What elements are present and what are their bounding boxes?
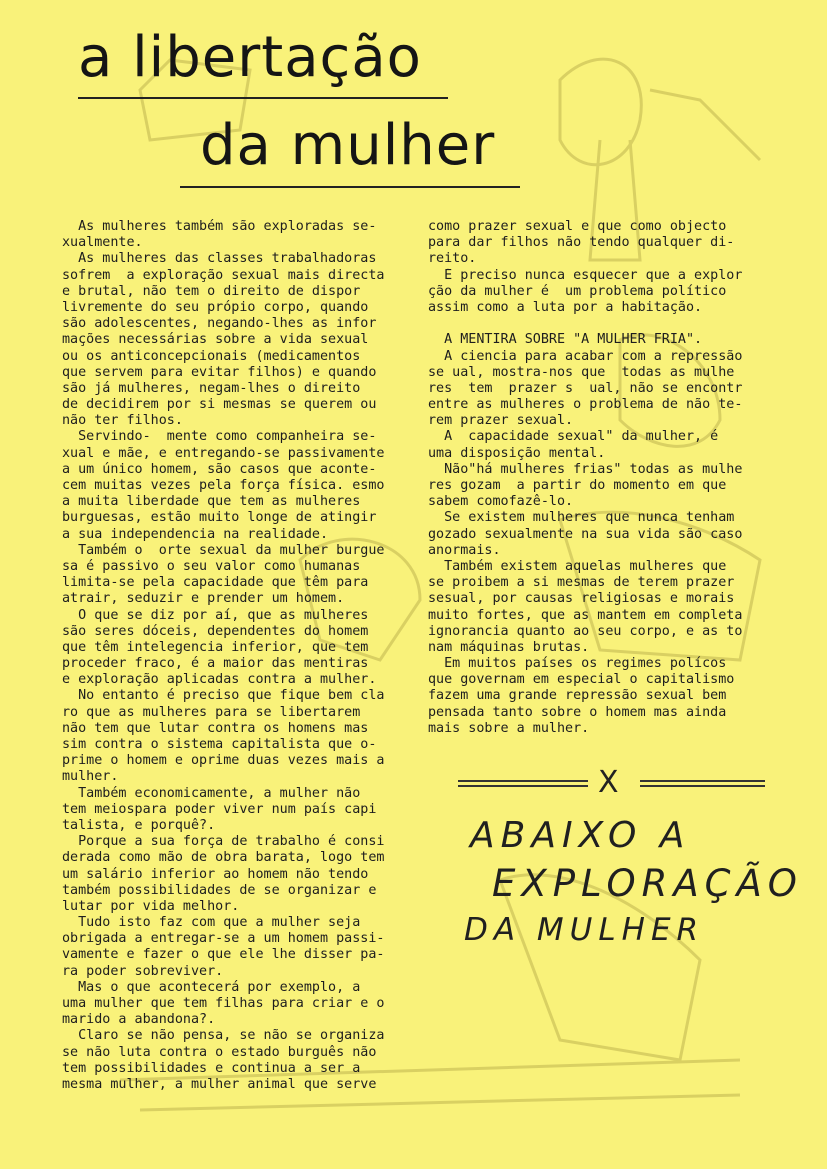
text-line: proceder fraco, é a maior das mentiras	[62, 656, 369, 672]
text-line: não ter filhos.	[62, 413, 183, 429]
text-line: são seres dóceis, dependentes do homem	[62, 623, 369, 639]
text-line: marido a abandona?.	[62, 1012, 216, 1028]
text-line: e brutal, não tem o direito de dispor	[62, 283, 361, 299]
text-line: Mas o que acontecerá por exemplo, a	[62, 979, 361, 995]
text-line: Porque a sua força de trabalho é consi	[62, 834, 385, 850]
text-line: sesual, por causas religiosas e morais	[428, 591, 735, 607]
text-line: Tudo isto faz com que a mulher seja	[62, 915, 361, 931]
text-line: de decidirem por si mesmas se querem ou	[62, 397, 377, 413]
text-line: lutar por vida melhor.	[62, 898, 240, 914]
text-line: anormais.	[428, 542, 501, 558]
text-line: nam máquinas brutas.	[428, 639, 590, 655]
text-line: Se existem mulheres que nunca tenham	[428, 510, 735, 526]
separator-line	[458, 785, 588, 787]
text-line: a sua independencia na realidade.	[62, 526, 329, 542]
text-line: se proibem a si mesmas de terem prazer	[428, 575, 735, 591]
left-text-column	[62, 219, 432, 1093]
text-line: sofrem a exploração sexual mais directa	[62, 267, 385, 283]
text-line: mações necessárias sobre a vida sexual	[62, 332, 369, 348]
text-line: sim contra o sistema capitalista que o-	[62, 737, 377, 752]
text-line: obrigada a entregar-se a um homem passi-	[62, 931, 385, 947]
text-line: são já mulheres, negam-lhes o direito	[62, 380, 361, 396]
text-line: ro que as mulheres para se libertarem	[62, 704, 361, 720]
text-line: fazem uma grande repressão sexual bem	[428, 688, 727, 704]
text-line: A ciencia para acabar com a repressão	[428, 348, 743, 364]
headline-underline-1	[78, 97, 448, 99]
text-line: livremente do seu própio corpo, quando	[62, 299, 369, 315]
separator-line	[640, 785, 765, 787]
separator-line	[640, 780, 765, 782]
text-line: rem prazer sexual.	[428, 413, 574, 429]
text-line: para dar filhos não tendo qualquer di-	[428, 235, 735, 251]
text-line: que têm intelegencia inferior, que tem	[62, 639, 369, 655]
text-line: e exploração aplicadas contra a mulher.	[62, 672, 377, 688]
text-line: que governam em especial o capitalismo	[428, 672, 735, 688]
text-line: atrair, seduzir e prender um homem.	[62, 591, 345, 607]
text-line: como prazer sexual e que como objecto	[428, 219, 727, 234]
text-line: uma disposição mental.	[428, 445, 606, 461]
text-line: se ual, mostra-nos que todas as mulhe	[428, 364, 735, 380]
text-line: A capacidade sexual" da mulher, é	[428, 429, 719, 445]
text-line: burguesas, estão muito longe de atingir	[62, 510, 377, 526]
text-line: vamente e fazer o que ele lhe disser pa-	[62, 947, 385, 963]
text-line: não tem que lutar contra os homens mas	[62, 720, 369, 736]
text-line: a muita liberdade que tem as mulheres	[62, 494, 361, 510]
text-line: assim como a luta por a habitação.	[428, 299, 703, 315]
slogan-line-3: DA MULHER	[464, 912, 705, 948]
text-line: talista, e porquê?.	[62, 817, 216, 833]
headline-line-1: a libertação	[78, 25, 422, 90]
text-line: Também economicamente, a mulher não	[62, 785, 361, 801]
text-line: Em muitos países os regimes polícos	[428, 656, 727, 672]
headline-underline-2	[180, 186, 520, 188]
slogan-line-2: EXPLORAÇÃO	[492, 862, 803, 905]
text-line: limita-se pela capacidade que têm para	[62, 575, 369, 591]
text-line: xualmente.	[62, 235, 143, 251]
text-line: uma mulher que tem filhas para criar e o	[62, 996, 385, 1011]
text-line: são adolescentes, negando-lhes as infor	[62, 316, 377, 332]
text-line: mulher.	[62, 769, 119, 785]
text-line: xual e mãe, e entregando-se passivamente	[62, 445, 385, 461]
text-line	[428, 316, 808, 332]
text-line: As mulheres das classes trabalhadoras	[62, 251, 377, 267]
text-line: muito fortes, que as mantem em completa	[428, 607, 743, 623]
text-line: se não luta contra o estado burguês não	[62, 1044, 377, 1060]
text-line: É preciso nunca esquecer que a explor	[428, 267, 751, 283]
text-line: a um único homem, são casos que aconte-	[62, 461, 377, 477]
text-line: também possibilidades de se organizar e	[62, 882, 377, 898]
text-line: O que se diz por aí, que as mulheres	[62, 607, 369, 623]
text-line: um salário inferior ao homem não tendo	[62, 866, 369, 882]
text-line: ignorancia quanto ao seu corpo, e as to	[428, 623, 743, 639]
text-line: pensada tanto sobre o homem mas ainda	[428, 704, 727, 720]
headline-line-2: da mulher	[200, 113, 496, 178]
text-line: No entanto é preciso que fique bem cla	[62, 688, 385, 704]
text-line: sabem comofazê-lo.	[428, 494, 574, 510]
text-line: cem muitas vezes pela força física. esmo	[62, 478, 385, 493]
text-line: Servindo- mente como companheira se-	[62, 429, 377, 445]
text-line: Claro se não pensa, se não se organiza	[62, 1028, 385, 1044]
text-line: sa é passivo o seu valor como humanas	[62, 558, 361, 574]
text-line: res tem prazer s ual, não se encontr	[428, 380, 743, 396]
text-line: ou os anticoncepcionais (medicamentos	[62, 348, 361, 364]
text-line: reito.	[428, 251, 477, 267]
separator-cross: X	[598, 765, 619, 800]
text-line: Também o orte sexual da mulher burgue	[62, 542, 385, 558]
separator-line	[458, 780, 588, 782]
text-line: tem meiospara poder viver num país capi	[62, 801, 377, 817]
text-line: derada como mão de obra barata, logo tem	[62, 850, 385, 866]
slogan-line-1: ABAIXO A	[470, 815, 691, 856]
text-line: As mulheres também são exploradas se-	[62, 219, 377, 234]
right-text-column	[428, 219, 808, 737]
text-line: prime o homem e oprime duas vezes mais a	[62, 753, 385, 769]
text-line: mesma mulher, a mulher animal que serve	[62, 1076, 377, 1092]
text-line: entre as mulheres o problema de não te-	[428, 397, 743, 413]
text-line: A MENTIRA SOBRE "A MULHER FRIA".	[428, 332, 703, 348]
text-line: tem possibilidades e continua a ser a	[62, 1060, 361, 1076]
text-line: ra poder sobreviver.	[62, 963, 224, 979]
text-line: Não"há mulheres frias" todas as mulhe	[428, 461, 743, 477]
text-line: Também existem aquelas mulheres que	[428, 558, 727, 574]
text-line: mais sobre a mulher.	[428, 720, 590, 736]
text-line: res gozam a partir do momento em que	[428, 478, 727, 493]
text-line: gozado sexualmente na sua vida são caso	[428, 526, 743, 542]
text-line: ção da mulher é um problema político	[428, 283, 727, 299]
text-line: que servem para evitar filhos) e quando	[62, 364, 377, 380]
